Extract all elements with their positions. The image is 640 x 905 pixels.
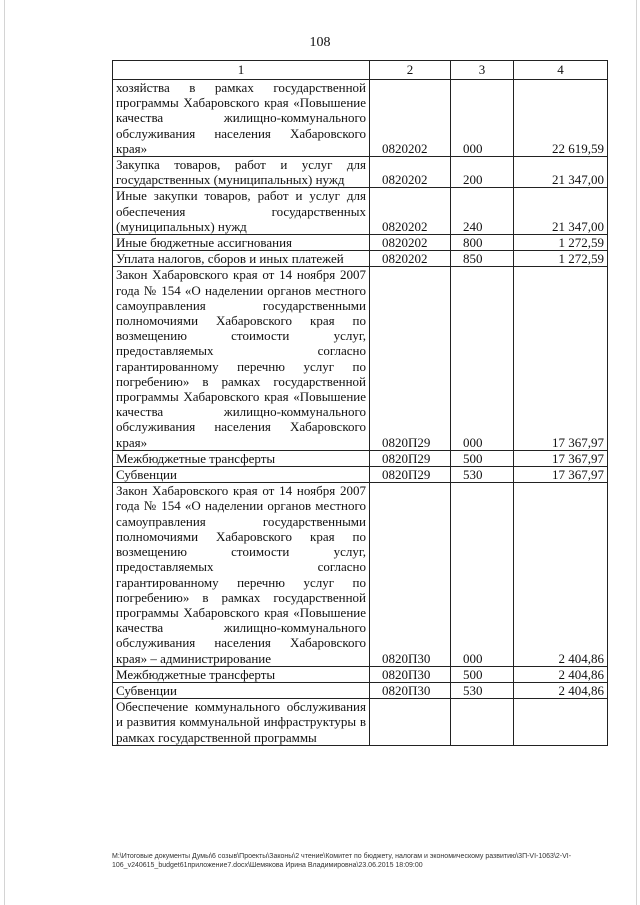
header-col-4: 4 xyxy=(514,61,608,80)
row-amount: 17 367,97 xyxy=(514,450,608,466)
row-amount: 21 347,00 xyxy=(514,157,608,188)
document-footer xyxy=(112,852,617,870)
page-number: 108 xyxy=(309,35,331,50)
footer-path-line-1: M:\Итоговые документы Думы\6 созыв\Проекты\Законы\2 чтение\Комитет по бюджету, налогам и экономическому развитию\3П-VI-1063\2-VI- xyxy=(112,853,572,860)
row-expense-type: 000 xyxy=(451,80,514,157)
row-description: Обеспечение коммунального обслуживания и развития коммунальной инфраструктуры в рамках государственной программы xyxy=(113,699,370,746)
row-amount: 2 404,86 xyxy=(514,682,608,698)
row-target-code: 0820П29 xyxy=(370,467,451,483)
row-target-code: 0820202 xyxy=(370,80,451,157)
table-row xyxy=(113,188,608,235)
row-description: Субвенции xyxy=(113,682,370,698)
row-amount: 1 272,59 xyxy=(514,251,608,267)
table-row xyxy=(113,699,608,746)
table-row xyxy=(113,157,608,188)
row-expense-type: 000 xyxy=(451,267,514,450)
right-margin-line xyxy=(636,0,637,905)
row-expense-type: 800 xyxy=(451,235,514,251)
row-amount xyxy=(514,699,608,746)
row-expense-type: 000 xyxy=(451,483,514,666)
row-expense-type xyxy=(451,699,514,746)
row-expense-type: 850 xyxy=(451,251,514,267)
row-target-code: 0820П29 xyxy=(370,267,451,450)
row-amount: 21 347,00 xyxy=(514,188,608,235)
row-amount: 2 404,86 xyxy=(514,666,608,682)
row-description: Иные бюджетные ассигнования xyxy=(113,235,370,251)
table-row xyxy=(113,251,608,267)
row-target-code xyxy=(370,699,451,746)
row-target-code: 0820202 xyxy=(370,251,451,267)
budget-table xyxy=(112,60,608,746)
table-row xyxy=(113,450,608,466)
row-expense-type: 530 xyxy=(451,467,514,483)
row-target-code: 0820202 xyxy=(370,157,451,188)
row-description: Межбюджетные трансферты xyxy=(113,666,370,682)
header-col-1: 1 xyxy=(113,61,370,80)
row-target-code: 0820202 xyxy=(370,235,451,251)
row-description: Межбюджетные трансферты xyxy=(113,450,370,466)
footer-path-line-2: 106_v240615_budget61приложение7.docx\Шемякова Ирина Владимировна\23.06.2015 18:09:00 xyxy=(112,862,423,869)
table-row xyxy=(113,666,608,682)
row-description: хозяйства в рамках государственной программы Хабаровского края «Повышение качества жилищно-коммунального обслуживания населения Хабаровского края» xyxy=(113,80,370,157)
row-expense-type: 240 xyxy=(451,188,514,235)
row-expense-type: 500 xyxy=(451,450,514,466)
header-row xyxy=(113,61,608,80)
table-row xyxy=(113,235,608,251)
table-row xyxy=(113,483,608,666)
row-description: Иные закупки товаров, работ и услуг для обеспечения государственных (муниципальных) нужд xyxy=(113,188,370,235)
row-target-code: 0820П29 xyxy=(370,450,451,466)
row-target-code: 0820П30 xyxy=(370,682,451,698)
header-col-3: 3 xyxy=(451,61,514,80)
row-target-code: 0820202 xyxy=(370,188,451,235)
left-margin-line xyxy=(4,0,5,905)
row-description: Закупка товаров, работ и услуг для государственных (муниципальных) нужд xyxy=(113,157,370,188)
row-expense-type: 200 xyxy=(451,157,514,188)
row-description: Закон Хабаровского края от 14 ноября 2007 года № 154 «О наделении органов местного самоуправления государственными полномочиями Хабаровского края по возмещению стоимости услуг, предоставляемых согласно гарантированному перечню услуг по погребению» в рамках государственной программы Хабаровского края «Повышение качества жилищно-коммунального обслуживания населения Хабаровского края» xyxy=(113,267,370,450)
row-expense-type: 500 xyxy=(451,666,514,682)
table-row xyxy=(113,267,608,450)
row-amount: 22 619,59 xyxy=(514,80,608,157)
row-target-code: 0820П30 xyxy=(370,483,451,666)
row-amount: 17 367,97 xyxy=(514,467,608,483)
row-description: Уплата налогов, сборов и иных платежей xyxy=(113,251,370,267)
row-description: Закон Хабаровского края от 14 ноября 2007 года № 154 «О наделении органов местного самоуправления государственными полномочиями Хабаровского края по возмещению стоимости услуг, предоставляемых согласно гарантированному перечню услуг по погребению» в рамках государственной программы Хабаровского края «Повышение качества жилищно-коммунального обслуживания населения Хабаровского края» – администрирование xyxy=(113,483,370,666)
row-description: Субвенции xyxy=(113,467,370,483)
row-amount: 1 272,59 xyxy=(514,235,608,251)
row-expense-type: 530 xyxy=(451,682,514,698)
table-row xyxy=(113,467,608,483)
table-body xyxy=(113,80,608,746)
row-amount: 17 367,97 xyxy=(514,267,608,450)
row-amount: 2 404,86 xyxy=(514,483,608,666)
table-row xyxy=(113,80,608,157)
row-target-code: 0820П30 xyxy=(370,666,451,682)
table-row xyxy=(113,682,608,698)
header-col-2: 2 xyxy=(370,61,451,80)
